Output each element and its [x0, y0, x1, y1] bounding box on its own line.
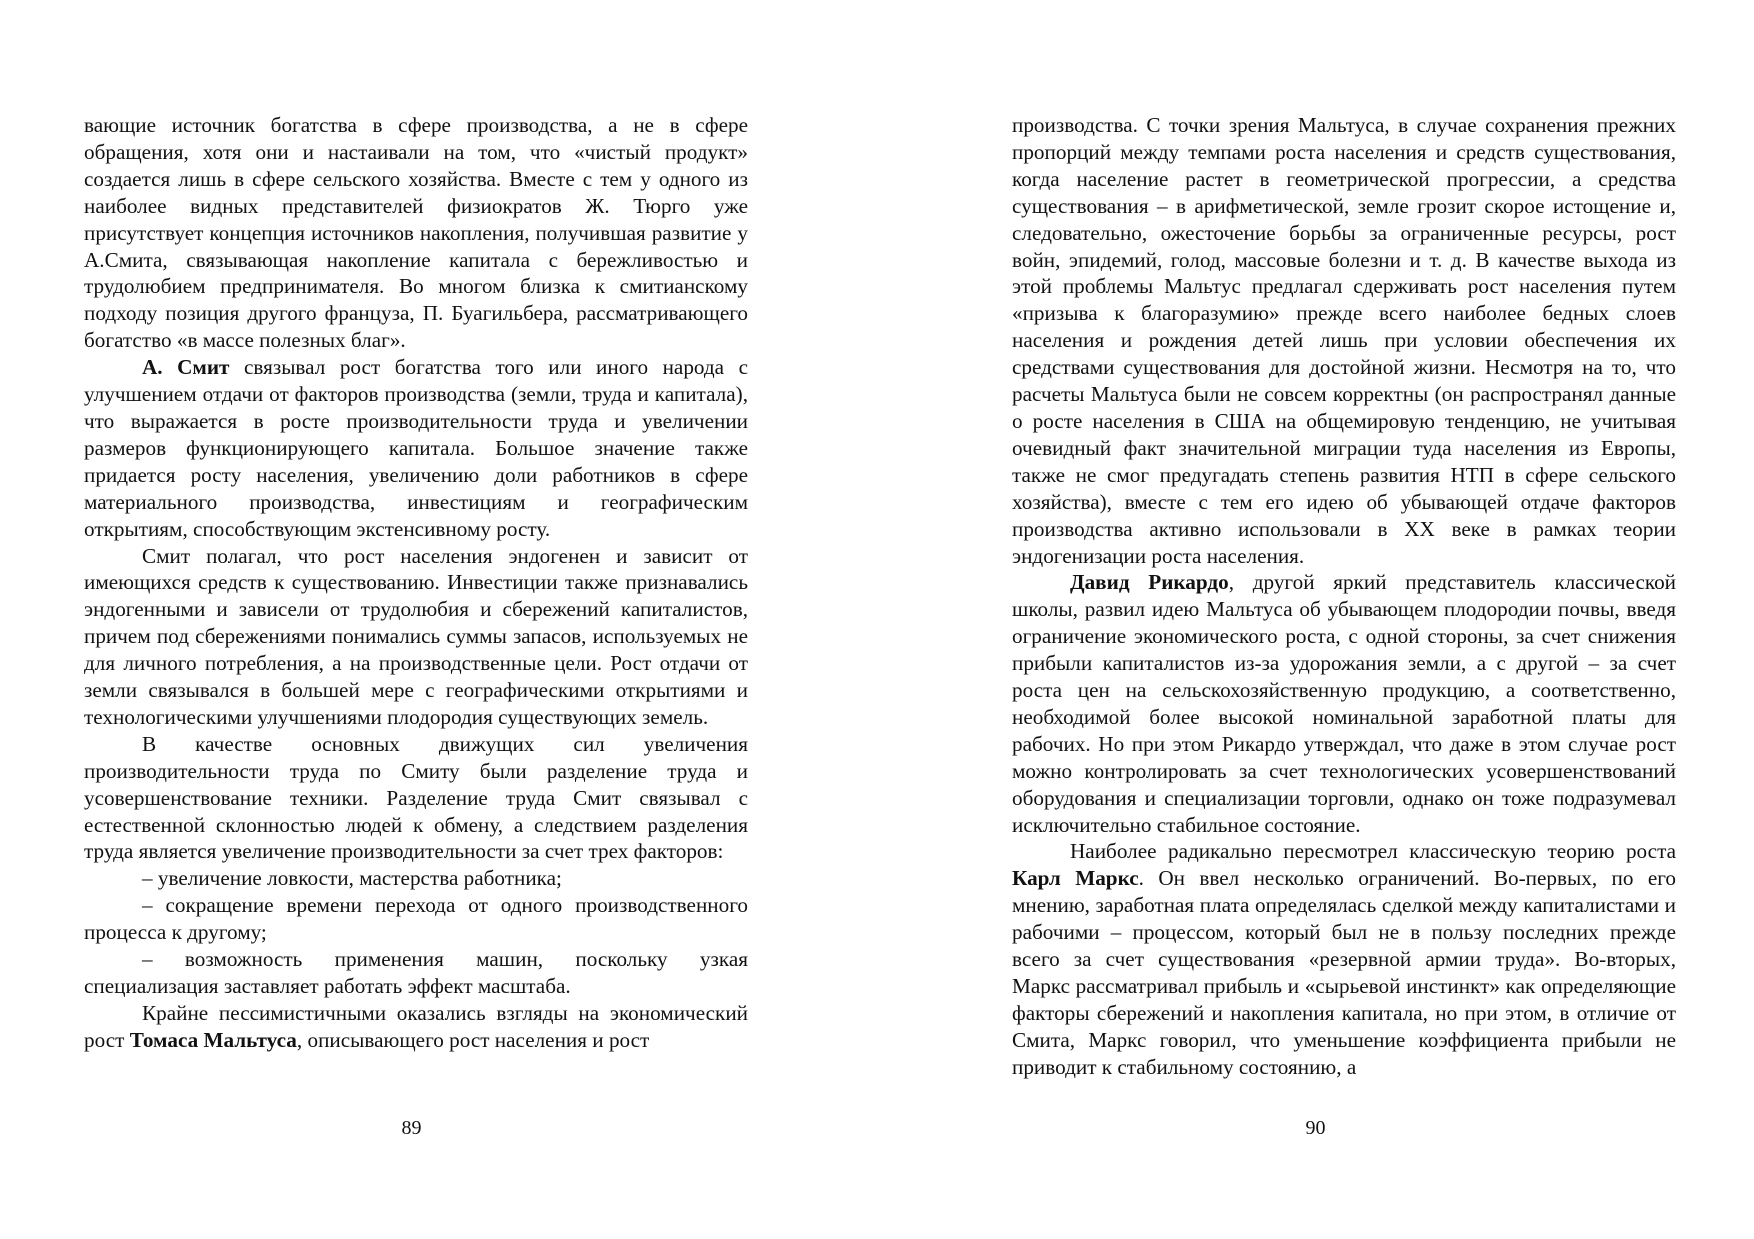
list-item: – увеличение ловкости, мастерства работника;	[142, 866, 562, 891]
bold-name: А. Смит	[142, 355, 230, 380]
paragraph: В качестве основных движущих сил увеличения производительности труда по Смиту были разделение труда и усовершенствование техники. Разделение труда Смит связывал с естественной склонностью людей к обмену, а следствием разделения труда является увеличение производительности за счет трех факторов:	[84, 731, 748, 864]
paragraph: Давид Рикардо, другой яркий представитель классической школы, развил идею Мальтуса об убывающем плодородии почвы, введя ограничение экономического роста, с одной стороны, за счет снижения прибыли капиталистов из-за удорожания земли, а с другой – за счет роста цен на сельскохозяйственную продукцию, а соответственно, необходимой более высокой номинальной заработной платы для рабочих. Но при этом Рикардо утверждал, что даже в этом случае рост можно контролировать за счет технологических усовершенствований оборудования и специализации торговли, однако он тоже подразумевал исключительно стабильное состояние.	[1012, 570, 1676, 837]
bold-name: Томаса Мальтуса	[129, 1027, 297, 1052]
paragraph: А. Смит связывал рост богатства того или иного народа с улучшением отдачи от факторов производства (земли, труда и капитала), что выражается в росте производительности труда и увеличении размеров функционирующего капитала. Большое значение также придается росту населения, увеличению доли работников в сфере материального производства, инвестициям и географическим открытиям, способствующим экстенсивному росту.	[84, 355, 748, 541]
right-page	[877, 0, 1754, 1239]
left-page-body	[84, 112, 748, 1054]
list-item: – сокращение времени перехода от одного производственного процесса к другому;	[84, 893, 748, 945]
page-number: 90	[1305, 1117, 1326, 1139]
paragraph: вающие источник богатства в сфере производства, а не в сфере обращения, хотя они и настаивали на том, что «чистый продукт» создается лишь в сфере сельского хозяйства. Вместе с тем у одного из наиболее видных представителей физиократов Ж. Тюрго уже присутствует концепция источников накопления, получившая развитие у А.Смита, связывающая накопление капитала с бережливостью и трудолюбием предпринимателя. Во многом близка к смитианскому подходу позиция другого француза, П. Буагильбера, рассматривающего богатство «в массе полезных благ».	[84, 113, 748, 353]
paragraph: производства. С точки зрения Мальтуса, в случае сохранения прежних пропорций между темпами роста населения и средств существования, когда население растет в геометрической прогрессии, а средства существования – в арифметической, земле грозит скорое истощение и, следовательно, ожесточение борьбы за ограниченные ресурсы, рост войн, эпидемий, голод, массовые болезни и т. д. В качестве выхода из этой проблемы Мальтус предлагал сдерживать рост населения путем «призыва к благоразумию» прежде всего наиболее бедных слоев населения и рождения детей лишь при условии обеспечения их средствами существования для достойной жизни. Несмотря на то, что расчеты Мальтуса были не совсем корректны (он распространял данные о росте населения в США на общемировую тенденцию, не учитывая очевидный факт значительной миграции туда населения из Европы, также не смог предугадать степень развития НТП в сфере сельского хозяйства), вместе с тем его идею об убывающей отдаче факторов производства активно использовали в XX веке в рамках теории эндогенизации роста населения.	[1012, 113, 1676, 568]
paragraph: Смит полагал, что рост населения эндогенен и зависит от имеющихся средств к существованию. Инвестиции также признавались эндогенными и зависели от трудолюбия и сбережений капиталистов, причем под сбережениями понимались суммы запасов, используемых не для личного потребления, а на производственные цели. Рост отдачи от земли связывался в большей мере с географическими открытиями и технологическими улучшениями плодородия существующих земель.	[84, 543, 748, 729]
right-page-body	[1012, 112, 1676, 1081]
bold-name: Карл Маркс	[1012, 866, 1139, 891]
page-number: 89	[401, 1117, 422, 1139]
paragraph: Наиболее радикально пересмотрел классическую теорию роста Карл Маркс. Он ввел несколько ограничений. Во-первых, по его мнению, заработная плата определялась сделкой между капиталистами и рабочими – процессом, который был не в пользу последних прежде всего за счет существования «резервной армии труда». Во-вторых, Маркс рассматривал прибыль и «сырьевой инстинкт» как определяющие факторы сбережений и накопления капитала, но при этом, в отличие от Смита, Маркс говорил, что уменьшение коэффициента прибыли не приводит к стабильному состоянию, а	[1012, 839, 1676, 1079]
paragraph: Крайне пессимистичными оказались взгляды на экономический рост Томаса Мальтуса, описывающего рост населения и рост	[84, 1000, 748, 1052]
bold-name: Давид Рикардо	[1070, 570, 1229, 595]
list-item: – возможность применения машин, поскольку узкая специализация заставляет работать эффект масштаба.	[84, 947, 748, 998]
